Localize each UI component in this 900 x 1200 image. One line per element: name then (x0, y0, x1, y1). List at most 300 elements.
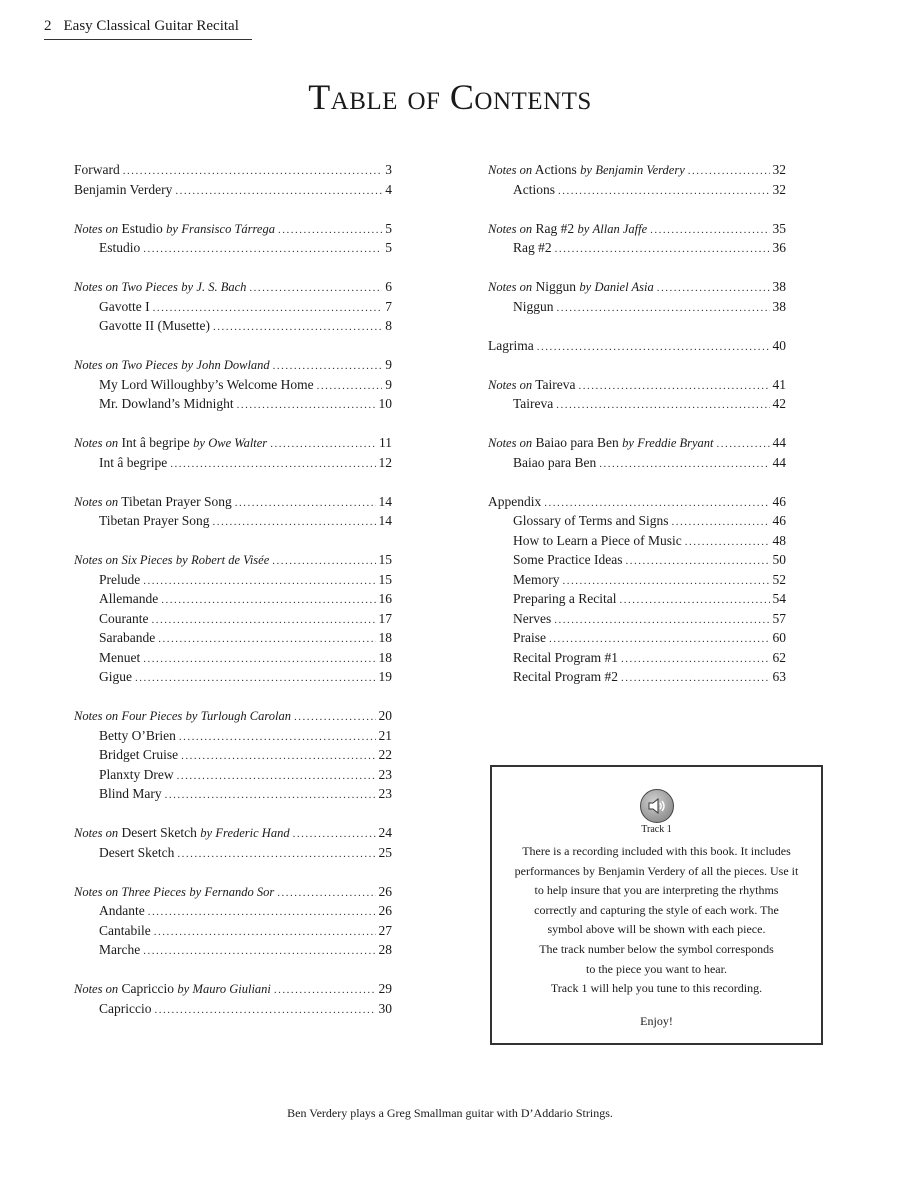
dot-leader (179, 728, 376, 748)
toc-sub-entry[interactable] (74, 394, 392, 414)
page-number: 41 (772, 376, 786, 392)
piece-title: Rag #2 (513, 240, 552, 255)
toc-entry[interactable] (488, 219, 786, 239)
page-number: 44 (772, 435, 786, 450)
page-number: 23 (378, 786, 392, 801)
entry-title (99, 297, 150, 317)
dot-leader (621, 650, 770, 670)
page-number: 57 (772, 610, 786, 626)
entry-title (74, 823, 290, 844)
by-word: by (579, 280, 592, 294)
page-number: 38 (772, 298, 786, 314)
piece-title: Capriccio (121, 981, 174, 996)
toc-entry[interactable] (488, 433, 786, 453)
toc-sub-entry[interactable] (488, 394, 786, 414)
piece-title: Four Pieces (121, 709, 183, 723)
entry-title (74, 160, 120, 180)
entry-title (513, 238, 552, 258)
toc-sub-entry[interactable] (74, 453, 392, 473)
dot-leader (579, 377, 770, 397)
piece-title: Memory (513, 571, 560, 587)
composer-name: Frederic Hand (215, 826, 290, 840)
dot-leader (170, 455, 375, 475)
dot-leader (249, 279, 382, 299)
toc-sub-entry[interactable] (74, 921, 392, 941)
running-header (44, 18, 252, 40)
entry-title (513, 531, 682, 551)
dot-leader (143, 240, 382, 260)
entry-title (99, 745, 178, 765)
piece-title: Cantabile (99, 922, 151, 938)
entry-title (488, 219, 647, 240)
toc-group (74, 355, 392, 414)
piece-title: Estudio (121, 220, 163, 236)
toc-group (488, 433, 786, 472)
page-number: 18 (378, 649, 392, 665)
toc-entry[interactable] (74, 706, 392, 726)
track-label: Track 1 (641, 824, 672, 835)
dot-leader (278, 221, 382, 241)
toc-group (74, 160, 392, 199)
composer-name: J. S. Bach (196, 280, 247, 294)
entry-title (488, 336, 534, 356)
page-number: 28 (378, 942, 392, 957)
toc-entry[interactable] (488, 277, 786, 297)
toc-group (74, 706, 392, 804)
toc-group (488, 160, 786, 199)
composer-name: Owe Walter (208, 436, 268, 450)
entry-title (74, 219, 275, 240)
by-word: by (181, 280, 194, 294)
piece-title: Gavotte I (99, 298, 150, 314)
piece-title: Int â begripe (99, 454, 168, 470)
composer-name: Turlough Carolan (200, 709, 291, 723)
entry-title (99, 316, 210, 336)
notes-on-prefix: Notes on (488, 221, 533, 236)
page-title: Table of Contents (308, 77, 592, 117)
dot-leader (537, 338, 770, 358)
dot-leader (143, 650, 375, 670)
dot-leader (154, 1001, 375, 1021)
piece-title: Desert Sketch (121, 825, 197, 840)
notes-on-prefix: Notes on (488, 436, 533, 450)
page-number: 26 (378, 883, 392, 899)
piece-title: Sarabande (99, 630, 156, 645)
dot-leader (650, 221, 769, 241)
piece-title: Allemande (99, 591, 159, 606)
page-number: 8 (385, 318, 392, 333)
entry-title (513, 667, 618, 687)
piece-title: Taireva (513, 396, 554, 411)
dot-leader (161, 591, 375, 611)
piece-title: Appendix (488, 493, 542, 509)
recording-text-line: performances by Benjamin Verdery of all the pieces. Use it (514, 863, 799, 878)
entry-title (74, 979, 271, 1000)
toc-sub-entry[interactable] (74, 940, 392, 960)
page-number: 60 (772, 630, 786, 645)
page-number: 17 (378, 610, 392, 626)
composer-name: Robert de Visée (191, 553, 270, 567)
composer-name: Fernando Sor (204, 884, 275, 899)
entry-title (488, 433, 714, 454)
piece-title: Niggun (535, 279, 576, 294)
recording-text-line: to the piece you want to hear. (586, 961, 727, 976)
toc-entry[interactable] (74, 160, 392, 180)
toc-group (74, 882, 392, 960)
piece-title: Two Pieces (121, 358, 178, 372)
entry-title (513, 180, 555, 200)
toc-group (74, 492, 392, 531)
by-word: by (181, 358, 194, 372)
toc-sub-entry[interactable] (488, 589, 786, 609)
entry-title (99, 843, 174, 863)
toc-entry[interactable] (74, 979, 392, 999)
dot-leader (293, 825, 376, 845)
entry-title (99, 648, 140, 668)
page-number: 12 (378, 454, 392, 470)
toc-sub-entry[interactable] (488, 180, 786, 200)
page-number: 36 (772, 240, 786, 255)
entry-title (513, 648, 618, 668)
piece-title: Gigue (99, 669, 132, 684)
by-word: by (185, 709, 198, 723)
recording-text-line: The track number below the symbol corresponds (539, 941, 774, 956)
piece-title: Tibetan Prayer Song (99, 513, 210, 528)
piece-title: Actions (513, 181, 555, 197)
dot-leader (599, 455, 769, 475)
dot-leader (717, 435, 770, 455)
notes-on-prefix: Notes on (488, 280, 533, 294)
piece-title: Prelude (99, 571, 141, 587)
page-number: 26 (378, 903, 392, 918)
entry-title (99, 921, 151, 941)
entry-title (513, 394, 553, 414)
piece-title: Blind Mary (99, 786, 162, 801)
toc-group (488, 336, 786, 356)
dot-leader (213, 513, 376, 533)
by-word: by (175, 553, 188, 567)
page-number: 14 (378, 493, 392, 509)
dot-leader (148, 903, 376, 923)
entry-title (74, 550, 269, 571)
toc-sub-entry[interactable] (74, 609, 392, 629)
dot-leader (625, 552, 769, 572)
entry-title (513, 453, 596, 473)
page-number: 5 (385, 240, 392, 255)
piece-title: Glossary of Terms and Signs (513, 513, 669, 528)
piece-title: Tibetan Prayer Song (121, 493, 232, 509)
page-number: 14 (378, 513, 392, 528)
piece-title: Desert Sketch (99, 844, 175, 860)
by-word: by (577, 221, 590, 236)
entry-title (513, 628, 546, 648)
dot-leader (235, 494, 376, 514)
page-number: 52 (772, 571, 786, 587)
entry-title (99, 667, 132, 687)
notes-on-prefix: Notes on (74, 553, 119, 567)
dot-leader (317, 377, 383, 397)
toc-sub-entry[interactable] (488, 511, 786, 531)
toc-entry[interactable] (74, 277, 392, 297)
piece-title: Planxty Drew (99, 766, 174, 782)
notes-on-prefix: Notes on (74, 709, 119, 723)
piece-title: Andante (99, 903, 145, 918)
piece-title: My Lord Willoughby’s Welcome Home (99, 376, 314, 392)
toc-sub-entry[interactable] (74, 570, 392, 590)
piece-title: Recital Program #1 (513, 649, 618, 665)
toc-sub-entry[interactable] (74, 901, 392, 921)
entry-title (99, 765, 174, 785)
by-word: by (622, 436, 634, 450)
dot-leader (135, 669, 376, 689)
toc-sub-entry[interactable] (488, 550, 786, 570)
dot-leader (181, 747, 375, 767)
piece-title: Three Pieces (121, 884, 186, 899)
toc-sub-entry[interactable] (74, 726, 392, 746)
piece-title: Baiao para Ben (535, 435, 619, 450)
toc-sub-entry[interactable] (74, 843, 392, 863)
toc-entry[interactable] (74, 550, 392, 570)
notes-on-prefix: Notes on (74, 494, 119, 509)
piece-title: Benjamin Verdery (74, 181, 173, 197)
by-word: by (193, 436, 205, 450)
piece-title: Menuet (99, 649, 141, 665)
piece-title: Rag #2 (535, 220, 575, 236)
dot-leader (152, 611, 376, 631)
page-number: 63 (772, 669, 786, 684)
toc-sub-entry[interactable] (488, 667, 786, 687)
entry-title (513, 511, 669, 531)
toc-sub-entry[interactable] (74, 238, 392, 258)
page-number: 54 (772, 591, 786, 606)
entry-title (99, 609, 149, 629)
piece-title: Courante (99, 610, 149, 626)
toc-entry[interactable] (488, 375, 786, 395)
dot-leader (556, 396, 769, 416)
toc-sub-entry[interactable] (488, 570, 786, 590)
entry-title (74, 882, 274, 903)
notes-on-prefix: Notes on (74, 982, 119, 996)
toc-entry[interactable] (74, 882, 392, 902)
entry-title (74, 355, 270, 376)
entry-title (513, 550, 622, 570)
entry-title (513, 589, 616, 609)
entry-title (99, 628, 155, 648)
page-number: 7 (385, 298, 392, 314)
page-number: 38 (772, 279, 786, 294)
piece-title: Some Practice Ideas (513, 552, 623, 567)
toc-sub-entry[interactable] (488, 453, 786, 473)
dot-leader (685, 533, 770, 553)
entry-title (488, 375, 576, 396)
piece-title: Two Pieces (121, 280, 178, 294)
toc-entry[interactable] (74, 433, 392, 453)
piece-title: Six Pieces (121, 553, 173, 567)
entry-title (488, 160, 685, 181)
toc-sub-entry[interactable] (488, 238, 786, 258)
composer-name: Freddie Bryant (637, 436, 714, 450)
entry-title (513, 570, 560, 590)
toc-group (74, 277, 392, 336)
entry-title (99, 394, 234, 414)
entry-title (74, 706, 291, 727)
page-number: 10 (378, 396, 392, 411)
toc-sub-entry[interactable] (74, 316, 392, 336)
piece-title: Mr. Dowland’s Midnight (99, 396, 234, 411)
dot-leader (274, 981, 376, 1001)
piece-title: How to Learn a Piece of Music (513, 532, 682, 548)
entry-title (99, 453, 167, 473)
piece-title: Betty O’Brien (99, 727, 176, 743)
composer-name: Fransisco Tárrega (181, 221, 275, 236)
entry-title (488, 492, 541, 512)
page-number: 18 (378, 630, 392, 645)
entry-title (99, 238, 140, 258)
dot-leader (657, 279, 770, 299)
recording-text-line: Track 1 will help you tune to this recording. (550, 981, 763, 996)
toc-sub-entry[interactable] (74, 375, 392, 395)
page-number: 50 (772, 552, 786, 567)
toc-sub-entry[interactable] (74, 589, 392, 609)
toc-group (74, 550, 392, 687)
toc-entry[interactable] (488, 336, 786, 356)
dot-leader (177, 845, 375, 865)
toc-sub-entry[interactable] (488, 648, 786, 668)
piece-title: Praise (513, 630, 546, 645)
piece-title: Actions (534, 162, 577, 177)
page-number: 40 (772, 337, 786, 353)
entry-title (99, 375, 314, 395)
toc-sub-entry[interactable] (74, 999, 392, 1019)
page-number: 27 (378, 922, 392, 938)
dot-leader (557, 299, 770, 319)
entry-title (99, 570, 140, 590)
page-number: 46 (772, 513, 786, 528)
toc-sub-entry[interactable] (74, 297, 392, 317)
toc-entry[interactable] (74, 219, 392, 239)
entry-title (74, 277, 246, 298)
notes-on-prefix: Notes on (488, 163, 533, 177)
notes-on-prefix: Notes on (74, 358, 119, 372)
toc-entry[interactable] (74, 492, 392, 512)
recording-text-line: symbol above will be shown with each piece. (547, 922, 766, 937)
dot-leader (277, 884, 375, 904)
dot-leader (558, 182, 770, 202)
toc-sub-entry[interactable] (74, 667, 392, 687)
page-number: 6 (385, 279, 392, 294)
entry-title (99, 901, 145, 921)
toc-group (74, 823, 392, 862)
page-number: 19 (378, 669, 392, 684)
toc-left-column (74, 160, 392, 1038)
dot-leader (143, 572, 375, 592)
footer-note: Ben Verdery plays a Greg Smallman guitar with D’Addario Strings. (287, 1106, 613, 1120)
dot-leader (213, 318, 382, 338)
composer-name: Mauro Giuliani (192, 982, 271, 996)
toc-group (488, 277, 786, 316)
entry-title (99, 784, 162, 804)
by-word: by (177, 982, 190, 996)
dot-leader (154, 923, 376, 943)
toc-sub-entry[interactable] (488, 628, 786, 648)
piece-title: Int â begripe (121, 435, 190, 450)
dot-leader (294, 708, 376, 728)
entry-title (513, 297, 554, 317)
page-number: 29 (378, 981, 392, 996)
toc-group (74, 433, 392, 472)
page-number: 24 (378, 825, 392, 840)
piece-title: Preparing a Recital (513, 591, 617, 606)
piece-title: Baiao para Ben (513, 454, 597, 470)
toc-entry[interactable] (488, 160, 786, 180)
page-number: 5 (385, 220, 392, 236)
piece-title: Gavotte II (Musette) (99, 318, 210, 333)
page-number: 21 (378, 727, 392, 743)
dot-leader (272, 552, 375, 572)
toc-group (488, 492, 786, 687)
speaker-icon (640, 789, 674, 823)
toc-sub-entry[interactable] (74, 648, 392, 668)
piece-title: Bridget Cruise (99, 747, 179, 762)
toc-entry[interactable] (74, 823, 392, 843)
toc-sub-entry[interactable] (488, 609, 786, 629)
toc-group (74, 219, 392, 258)
page-number: 62 (772, 649, 786, 665)
page-number: 9 (385, 376, 392, 392)
notes-on-prefix: Notes on (74, 826, 119, 840)
notes-on-prefix: Notes on (74, 884, 119, 899)
toc-entry[interactable] (74, 355, 392, 375)
toc-sub-entry[interactable] (488, 297, 786, 317)
dot-leader (175, 182, 382, 202)
toc-group (74, 979, 392, 1018)
piece-title: Lagrima (488, 337, 534, 353)
entry-title (99, 511, 210, 531)
dot-leader (555, 240, 770, 260)
recording-text (492, 842, 821, 999)
toc-sub-entry[interactable] (74, 765, 392, 785)
enjoy-text: Enjoy! (640, 1013, 673, 1028)
piece-title: Recital Program #2 (513, 669, 618, 684)
toc-sub-entry[interactable] (74, 511, 392, 531)
dot-leader (619, 591, 769, 611)
toc-entry[interactable] (74, 180, 392, 200)
dot-leader (554, 611, 769, 631)
toc-entry[interactable] (488, 492, 786, 512)
notes-on-prefix: Notes on (74, 436, 119, 450)
dot-leader (688, 162, 770, 182)
entry-title (74, 492, 232, 513)
page-number: 25 (378, 844, 392, 860)
toc-sub-entry[interactable] (74, 784, 392, 804)
piece-title: Nerves (513, 610, 552, 626)
toc-sub-entry[interactable] (74, 628, 392, 648)
entry-title (99, 940, 140, 960)
page-number: 4 (385, 181, 392, 197)
dot-leader (165, 786, 376, 806)
toc-sub-entry[interactable] (74, 745, 392, 765)
dot-leader (621, 669, 770, 689)
page-number: 3 (385, 162, 392, 177)
page-number: 35 (772, 220, 786, 236)
toc-sub-entry[interactable] (488, 531, 786, 551)
dot-leader (270, 435, 376, 455)
piece-title: Forward (74, 162, 120, 177)
page-number: 46 (772, 493, 786, 509)
page-number: 15 (378, 552, 392, 567)
dot-leader (177, 767, 376, 787)
page-number: 32 (772, 181, 786, 197)
